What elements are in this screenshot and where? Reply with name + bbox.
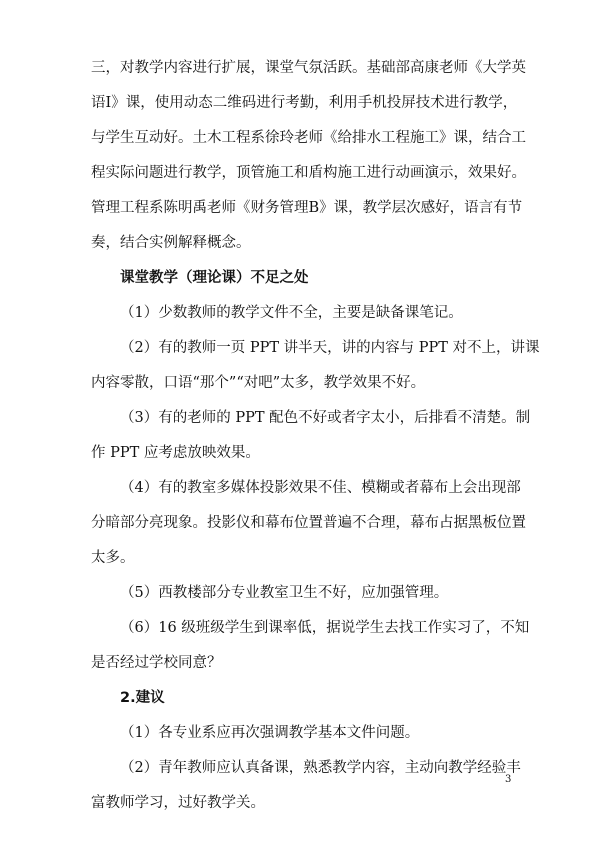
text-line-10: 内容零散，口语“那个”“对吧”太多，教学效果不好。 [91, 375, 426, 391]
text-line-4: 程实际问题进行教学，顶管施工和盾构施工进行动画演示，效果好。 [91, 165, 526, 181]
text-line-2: 语Ⅰ》课，使用动态二维码进行考勤，利用手机投屏技术进行教学， [91, 95, 518, 111]
text-line-15: 太多。 [91, 550, 135, 566]
section-heading-shortcomings: 课堂教学（理论课）不足之处 [120, 270, 309, 286]
text-line-3: 与学生互动好。土木工程系徐玲老师《给排水工程施工》课，结合工 [91, 130, 526, 146]
text-line-14: 分暗部分亮现象。投影仪和幕布位置普遍不合理，幕布占据黑板位置 [91, 515, 526, 531]
text-line-12: 作 PPT 应考虑放映效果。 [91, 445, 260, 461]
text-line-21: （2）青年教师应认真备课，熟悉教学内容，主动向教学经验丰 [120, 760, 521, 776]
text-line-18: 是否经过学校同意？ [91, 655, 222, 671]
text-line-16: （5）西教楼部分专业教室卫生不好，应加强管理。 [120, 585, 449, 601]
text-line-20: （1）各专业系应再次强调教学基本文件问题。 [120, 725, 420, 741]
text-line-22: 富教师学习，过好教学关。 [91, 795, 265, 811]
text-line-11: （3）有的老师的 PPT 配色不好或者字太小，后排看不清楚。制 [120, 410, 531, 426]
text-line-5: 管理工程系陈明禹老师《财务管理B》课，教学层次感好，语言有节 [91, 200, 523, 216]
page-number: 3 [505, 774, 512, 785]
text-line-9: （2）有的教师一页 PPT 讲半天，讲的内容与 PPT 对不上，讲课 [120, 340, 540, 356]
text-line-6: 奏，结合实例解释概念。 [91, 235, 251, 251]
section-heading-suggestions: 2.建议 [120, 690, 165, 706]
text-line-8: （1）少数教师的教学文件不全，主要是缺备课笔记。 [120, 305, 463, 321]
text-line-1: 三，对教学内容进行扩展，课堂气氛活跃。基础部高康老师《大学英 [91, 60, 526, 76]
text-line-13: （4）有的教室多媒体投影效果不佳、模糊或者幕布上会出现部 [120, 480, 521, 496]
text-line-17: （6）16 级班级学生到课率低，据说学生去找工作实习了，不知 [120, 620, 530, 636]
